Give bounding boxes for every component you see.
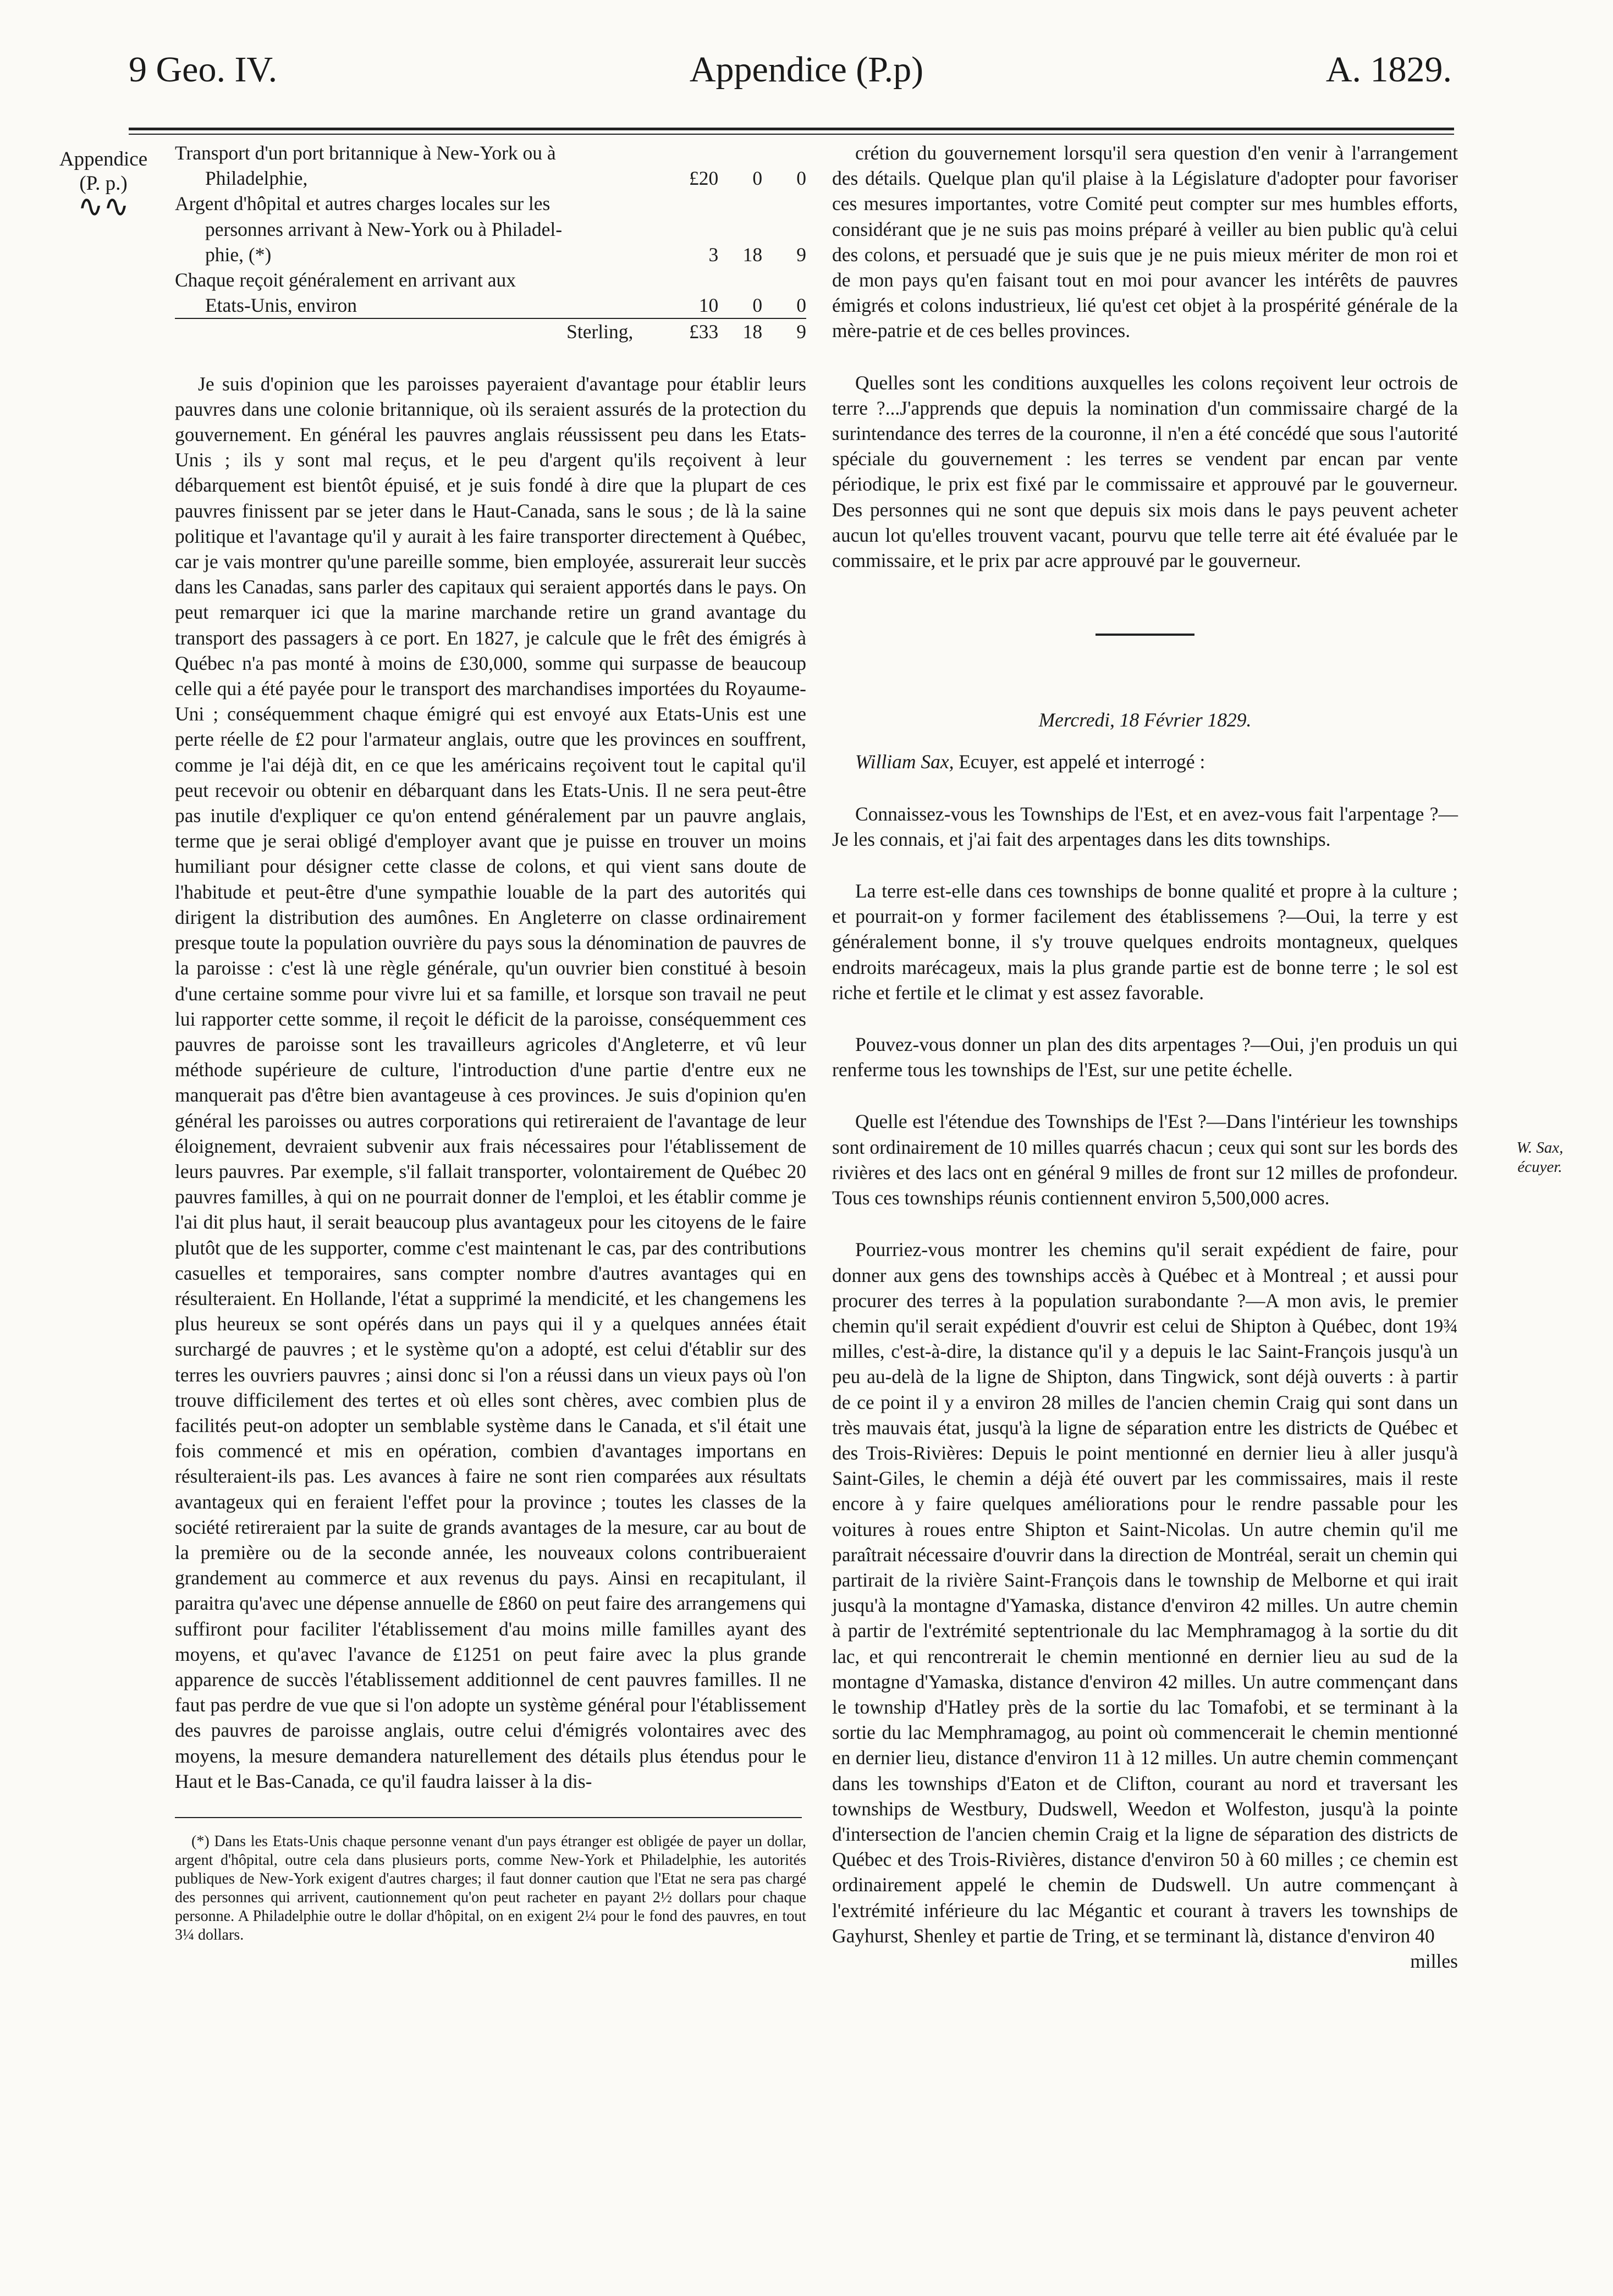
cost-pence: 9 [796,243,806,266]
catchword: milles [1410,1950,1458,1972]
question-answer: Quelle est l'étendue des Townships de l'Est ?—Dans l'intérieur les townships sont ordinairement de 10 milles quarrés chacun ; ceux qui sont sur les bords des rivières et des lacs ont en général 9 milles de front sur 12 milles de profondeur. Tous ces townships réunis contiennent environ 5,500,000 acres. [832,1110,1458,1209]
cost-table [175,140,806,345]
cost-row [175,293,806,318]
margin-note-right [1496,1138,1584,1177]
question-answer: Pourriez-vous montrer les chemins qu'il serait expédient de faire, pour donner aux gens des townships accès à Québec et à Montreal ; et aussi pour procurer des terres à la population surabondante ?—A mon avis, le premier chemin qu'il serait expédient d'ouvrir est celui de Shipton à Québec, dont 19¾ milles, c'est-à-dire, la distance qu'il y a depuis le lac Saint-François jusqu'à un peu au-delà de la ligne de Shipton, dans Tingwick, sont déjà ouverts : à partir de ce point il y a environ 28 milles de l'ancien chemin Craig qui sont dans un très mauvais état, jusqu'à la ligne de séparation entre les districts de Québec et des Trois-Rivières: Depuis le point mentionné en dernier lieu à aller jusqu'à Saint-Giles, le chemin a déjà été ouvert par les commissaires, mais il reste encore à y faire quelques améliorations pour le rendre passable pour les voitures à roues entre Shipton et Saint-Nicolas. Un autre chemin qu'il me paraîtrait nécessaire d'ouvrir dans la direction de Montréal, serait un chemin qui partirait de la rivière Saint-François dans le township de Melborne et qui irait jusqu'à la montagne d'Yamaska, distance d'environ 42 milles. Un autre chemin à partir de l'extrémité septentrionale du lac Memphramagog à la sortie du dit lac, et qui rencontrerait le chemin mentionné en dernier lieu au sud de la montagne d'Yamaska, distance d'environ 42 milles. Un autre commençant dans le township d'Hatley près de la sortie du lac Tomafobi, et se terminant à la sortie du lac Memphramagog, au point où commencerait le chemin mentionné en dernier lieu, distance d'environ 11 à 12 milles. Un autre chemin commençant dans les townships d'Eaton et de Clifton, courant au nord et traversant les townships de Westbury, Dudswell, Weedon et Wolfeston, jusqu'à la pointe d'intersection de l'ancien chemin Craig et la ligne de séparation des districts de Québec et des Trois-Rivières, distance d'environ 50 à 60 milles ; ce chemin est ordinairement appelé le chemin de Dudswell. Un autre commençant à l'extrémité inférieure du lac Mégantic et courant à travers les townships de Gayhurst, Shenley et partie de Tring, et se terminant là, distance d'environ 40 [832,1238,1458,1947]
header-right [1326,45,1452,95]
cost-desc: Argent d'hôpital et autres charges locales sur les [175,192,550,215]
cost-shillings: 18 [742,243,763,266]
cost-pence: 0 [796,294,806,317]
margin-note-left [48,147,158,224]
cost-row [175,140,806,166]
cost-desc: Chaque reçoit généralement en arrivant aux [175,269,516,291]
footnote: (*) Dans les Etats-Unis chaque personne venant d'un pays étranger est obligée de payer un dollar, argent d'hôpital, outre cela dans plusieurs ports, comme New-York et Philadelphie, les autorités publiques de New-York exigent d'autres charges; il faut donner caution que l'Etat ne sera pas chargé des personnes qui arrivent, cautionnement qu'on peut racheter en payant 2½ dollars pour chaque personne. A Philadelphie outre le dollar d'hôpital, on en exigent 2¼ pour le fond des pauvres, en tout 3¼ dollars. [175,1833,806,1943]
cost-desc: Philadelphie, [205,167,308,190]
cost-desc: personnes arrivant à New-York ou à Philadel- [205,218,563,240]
question-answer: La terre est-elle dans ces townships de bonne qualité et propre à la culture ; et pourrait-on y former facilement des établissemens ?—Oui, la terre y est généralement bonne, il s'y trouve quelques endroits montagneux, quelques endroits marécageux, mais la plus grande partie est de bonne terre ; le sol est riche et fertile et le climat y est assez favorable. [832,880,1458,1004]
cost-pounds: £20 [689,167,719,190]
session-date: Mercredi, 18 Février 1829. [1038,709,1252,731]
footnote-rule [175,1817,802,1818]
body-paragraph: crétion du gouvernement lorsqu'il sera question d'en venir à l'arrangement des détails. Quelque plan qu'il plaise à la Législature d'adopter pour favoriser ces mesures importantes, votre Comité peut compter sur mes humbles efforts, considérant que je ne suis pas moins préparé à veiller au bien public qu'à celui des colons, et persuadé que je suis que je ne puis mieux mériter de mon roi et de mon pays qu'en faisant tout en moi pour avancer les intérêts de pauvres émigrés et colons industrieux, lié qu'est cet objet à la prospérité générale de la mère-patrie et de ces belles provinces. [832,142,1458,342]
header-title: Appendice (P.p) [689,49,924,90]
flourish-ornament: ∿∿ [78,190,129,224]
right-column [832,140,1458,1974]
total-pounds: £33 [655,318,718,344]
header-rule-thin [129,134,1454,135]
cost-row [175,242,806,267]
question-answer: Connaissez-vous les Townships de l'Est, et en avez-vous fait l'arpentage ?—Je les connais, et j'ai fait des arpentages dans les dits townships. [832,802,1458,850]
total-label: Sterling, [175,318,655,344]
left-column [175,140,806,1945]
cost-row [175,166,806,191]
cost-shillings: 0 [752,167,763,190]
cost-desc: Transport d'un port britannique à New-York ou à [175,142,556,164]
witness-name: William Sax, [855,751,954,773]
witness-text: Ecuyer, est appelé et interrogé : [959,751,1205,773]
margin-title: écuyer. [1517,1158,1562,1176]
cost-pounds: 10 [698,294,719,317]
cost-pence: 0 [796,167,806,190]
cost-pounds: 3 [708,243,719,266]
margin-appendice: Appendice [59,148,148,170]
cost-shillings: 0 [752,294,763,317]
cost-row [175,191,806,216]
cost-desc: phie, (*) [205,243,272,266]
witness-line [832,749,1458,774]
question-answer: Pouvez-vous donner un plan des dits arpentages ?—Oui, j'en produis un qui renferme tous les townships de l'Est, sur une petite échelle. [832,1033,1458,1081]
cost-row [175,267,806,293]
body-paragraph: Quelles sont les conditions auxquelles les colons reçoivent leur octrois de terre ?...J'apprends que depuis la nomination d'un commissaire chargé de la surintendance des terres de la couronne, il n'en a été concédé que sous l'autorité spéciale du gouvernement : les terres se vendent par encan par vente périodique, le prix est fixé par le commissaire et approuvé par le gouverneur. Des personnes qui ne sont que depuis six mois dans le pays peuvent acheter aucun lot qu'elles trouvent vacant, pourvu que telle terre ait été évaluée par le commissaire, et le prix par acre approuvé par le gouverneur. [832,371,1458,572]
header-year: A. 1829. [1325,49,1452,90]
total-shillings: 18 [718,318,762,344]
total-pence: 9 [762,318,806,344]
body-paragraph: Je suis d'opinion que les paroisses payeraient d'avantage pour établir leurs pauvres dans une colonie britannique, où ils seraient assurés de la protection du gouvernement. En général les pauvres anglais réussissent peu dans les Etats-Unis ; ils y sont mal reçus, et le peu d'argent qu'ils reçoivent à leur débarquement est bientôt épuisé, et je suis fondé à dire que la plupart de ces pauvres finissent par se jeter dans le Haut-Canada, sans le sous ; de là la saine politique et l'avantage qu'il y aurait à les faire transporter directement à Québec, car je vais montrer qu'une pareille somme, bien employée, assurerait leur succès dans les Canadas, sans parler des capitaux qui seraient apportés dans le pays. On peut remarquer ici que la marine marchande retire un grand avantage du transport des passagers à ce port. En 1827, je calcule que le frêt des émigrés à Québec n'a pas monté à moins de £30,000, somme qui surpasse de beaucoup celle qui a été payée pour le transport des marchandises importées du Royaume-Uni ; conséquemment chaque émigré qui est envoyé aux Etats-Unis est une perte réelle de £2 pour l'armateur anglais, outre que les provinces en souffrent, comme je l'ai déjà dit, en ce que les américains reçoivent tout le capital qu'il peut recevoir ou obtenir en débarquant dans les Etats-Unis. Il ne sera peut-être pas inutile d'expliquer ce qu'on entend généralement par un pauvre anglais, terme que je serai obligé d'employer avant que je puisse en trouver un moins humiliant pour désigner cette classe de colons, et qui vient sans doute de l'habitude et peut-être d'une sympathie louable de la part des autorités qui dirigent la distribution des aumônes. En Angleterre on classe ordinairement presque toute la population ouvrière du pays sous la dénomination de pauvres de la paroisse : c'est là une règle générale, qu'un ouvrier bien constitué à besoin d'une certaine somme pour vivre lui et sa famille, et lorsque son travail ne peut lui rapporter cette somme, il reçoit le déficit de la paroisse, conséquemment ces pauvres de paroisse sont les travailleurs agricoles d'Angleterre, et vû leur méthode supérieure de culture, l'introduction d'une partie d'entre eux ne manquerait pas d'être bien avantageuse à ces provinces. Je suis d'opinion qu'en général les paroisses ou autres corporations qui retireraient de l'avantage de leur éloignement, devraient subvenir aux frais nécessaires pour l'établissement de leurs pauvres. Par exemple, s'il fallait transporter, volontairement de Québec 20 pauvres familles, à qui on ne pourrait donner de l'emploi, et les établir comme je l'ai dit plus haut, il serait beaucoup plus avantageux pour les citoyens de le faire plutôt que de les supporter, comme c'est maintenant le cas, par des contributions casuelles et temporaires, sans compter nombre d'autres avantages qui en résulteraient. En Hollande, l'état a supprimé la mendicité, et les changemens les plus heureux se sont opérés dans un pays qui il y a quelques années était surchargé de pauvres ; et le système qu'on a adopté, est celui d'établir sur des terres les ouvriers pauvres ; ainsi donc si l'on a réussi dans un vieux pays où l'on trouve difficilement des tertes et où elles sont chères, avec combien plus de facilités peut-on adopter un semblable système dans le Canada, et s'il était une fois commencé et mis en opération, combien d'avantages importans en résulteraient-ils pas. Les avances à faire ne sont rien comparées aux résultats avantageux qui en feraient l'effet pour la province ; toutes les classes de la société retireraient par la suite de grands avantages de la mesure, car au bout de la première ou de la seconde année, les nouveaux colons contribueraient grandement au commerce et aux revenus du pays. Ainsi en recapitulant, il paraitra qu'avec une dépense annuelle de £860 on peut faire des arrangemens qui suffiront pour faciliter l'établissement d'au moins mille familles ayant des moyens, et qu'avec l'avance de £1251 on peut faire avec la plus grande apparence de succès l'établissement additionnel de cent pauvres familles. Il ne faut pas perdre de vue que si l'on adopte un système général pour l'établissement des pauvres de paroisse anglais, outre celui d'émigrés volontaires avec des moyens, la mesure demandera naturellement des détails plus étendus pour le Haut et le Bas-Canada, ce qu'il faudra laisser à la dis- [175,372,806,1792]
cost-desc: Etats-Unis, environ [205,294,357,317]
margin-witness: W. Sax, [1516,1139,1564,1157]
header-rule [129,128,1454,130]
cost-total-row [175,318,806,344]
cost-row [175,217,806,242]
margin-pp: (P. p.) [79,172,128,195]
header-left: 9 Geo. IV. [129,49,278,90]
